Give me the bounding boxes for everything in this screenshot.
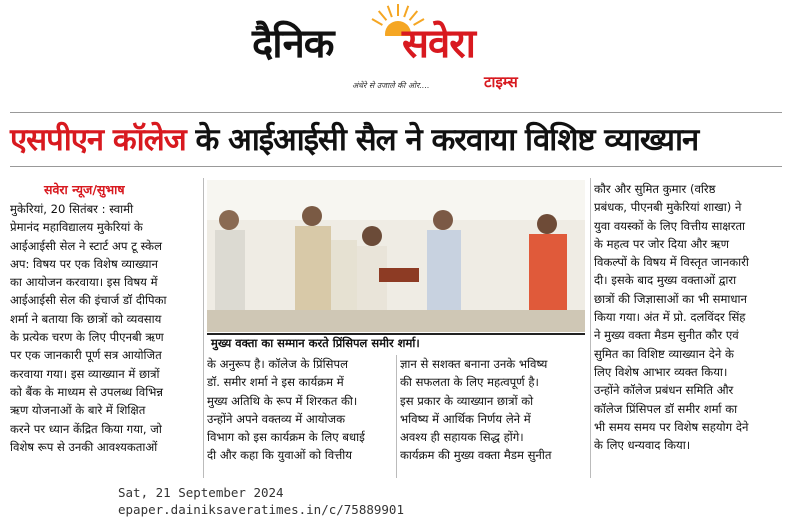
article-line: किया गया। अंत में प्रो. दलविंदर सिंह	[594, 310, 746, 325]
article-line: इस प्रकार के व्याख्यान छात्रों को	[400, 393, 534, 408]
article-line: युवा वयस्कों के लिए वित्तीय साक्षरता	[594, 218, 746, 233]
article-column-2	[207, 355, 393, 465]
article-line: के महत्व पर जोर दिया और ऋण	[594, 236, 730, 251]
article-line: पर एक जानकारी पूर्ण सत्र आयोजित	[10, 348, 162, 363]
article-line: को बैंक के माध्यम से उपलब्ध विभिन्न	[10, 384, 164, 399]
column-divider	[396, 355, 397, 478]
headline-top-rule	[10, 112, 782, 113]
article-line: कॉलेज प्रिंसिपल डॉ समीर शर्मा का	[594, 401, 738, 416]
article-line: करने पर ध्यान केंद्रित किया गया, जो	[10, 421, 162, 436]
headline-bottom-rule	[10, 166, 782, 167]
article-line: दी। इसके बाद मुख्य वक्ताओं द्वारा	[594, 273, 737, 288]
article-line: प्रबंधक, पीएनबी मुकेरियां शाखा) ने	[594, 200, 742, 215]
article-headline	[10, 118, 785, 160]
article-line: मुकेरियां, 20 सितंबर : स्वामी	[10, 202, 134, 216]
article-line: शर्मा ने बताया कि छात्रों को व्यवसाय	[10, 311, 162, 326]
masthead	[0, 0, 792, 100]
article-line: आईआईसी सेल की इंचार्ज डॉ दीपिका	[10, 293, 167, 308]
article-line: उन्होंने अपने वक्तव्य में आयोजक	[207, 411, 346, 426]
article-line: करवाया गया। इस व्याख्यान में छात्रों	[10, 366, 160, 381]
article-line: के अनुरूप है। कॉलेज के प्रिंसिपल	[207, 357, 348, 371]
byline: सवेरा न्यूज/सुभाष	[44, 182, 125, 197]
article-line: कार्यक्रम की मुख्य वक्ता मैडम सुनीत	[400, 448, 552, 463]
headline-black-part: के आईआईसी सैल ने करवाया विशिष्ट व्याख्यान	[185, 122, 699, 158]
article-column-1	[10, 200, 200, 456]
article-line: छात्रों की जिज्ञासाओं का भी समाधान	[594, 291, 747, 306]
event-photo-image	[207, 180, 585, 332]
article-line: भी समय समय पर विशेष सहयोग देने	[594, 419, 749, 434]
edition-date: Sat, 21 September 2024	[118, 485, 284, 500]
logo-text-red: सवेरा	[402, 21, 475, 67]
photo-caption: मुख्य वक्ता का सम्मान करते प्रिंसिपल समीर शर्मा।	[207, 333, 585, 352]
article-line: के प्रत्येक चरण के लिए पीएनबी ऋण	[10, 330, 164, 345]
article-line: दी और कहा कि युवाओं को वित्तीय	[207, 448, 352, 463]
epaper-link[interactable]: epaper.dainiksaveratimes.in/c/75889901	[118, 502, 404, 517]
article-line: मुख्य अतिथि के रूप में शिरकत की।	[207, 393, 358, 408]
logo-text-times: टाइम्स	[484, 73, 518, 91]
article-column-4	[594, 180, 780, 454]
article-line: आईआईसी सेल ने स्टार्ट अप टू स्केल	[10, 238, 162, 253]
article-line: लिए विशेष आभार व्यक्त किया।	[594, 364, 728, 379]
article-line: प्रेमानंद महाविद्यालय मुकेरियां के	[10, 220, 143, 235]
article-line: अवश्य ही सहायक सिद्ध होंगे।	[400, 430, 524, 445]
logo-text-black: दैनिक	[252, 21, 334, 67]
article-photo	[207, 180, 585, 332]
article-line: की सफलता के लिए महत्वपूर्ण है।	[400, 375, 539, 390]
article-line: विकल्पों के विषय में विस्तृत जानकारी	[594, 255, 749, 270]
column-divider	[203, 178, 204, 478]
article-line: कौर और सुमित कुमार (वरिष्ठ	[594, 182, 716, 196]
article-line: अप: विषय पर एक विशेष व्याख्यान	[10, 256, 158, 271]
column-divider	[590, 178, 591, 478]
masthead-tagline: अंधेरे से उजाले की ओर....	[352, 81, 430, 90]
article-line: का आयोजन करवाया। इस विषय में	[10, 275, 158, 290]
article-column-3	[400, 355, 586, 465]
article-line: विभाग को इस कार्यक्रम के लिए बधाई	[207, 430, 365, 445]
article-line: सुमित का विशिष्ट व्याख्यान देने के	[594, 346, 734, 361]
article-line: ऋण योजनाओं के बारे में शिक्षित	[10, 403, 146, 418]
article-line: डॉ. समीर शर्मा ने इस कार्यक्रम में	[207, 375, 344, 390]
article-line: ने मुख्य वक्ता मैडम सुनीत कौर एवं	[594, 328, 739, 343]
article-line: विशेष रूप से उनकी आवश्यकताओं	[10, 439, 158, 454]
article-line: भविष्य में आर्थिक निर्णय लेने में	[400, 411, 531, 426]
article-line: के लिए धन्यवाद किया।	[594, 438, 691, 453]
article-line: उन्होंने कॉलेज प्रबंधन समिति और	[594, 383, 734, 398]
headline-red-part: एसपीएन कॉलेज	[10, 122, 186, 158]
article-line: ज्ञान से सशक्त बनाना उनके भविष्य	[400, 357, 548, 371]
